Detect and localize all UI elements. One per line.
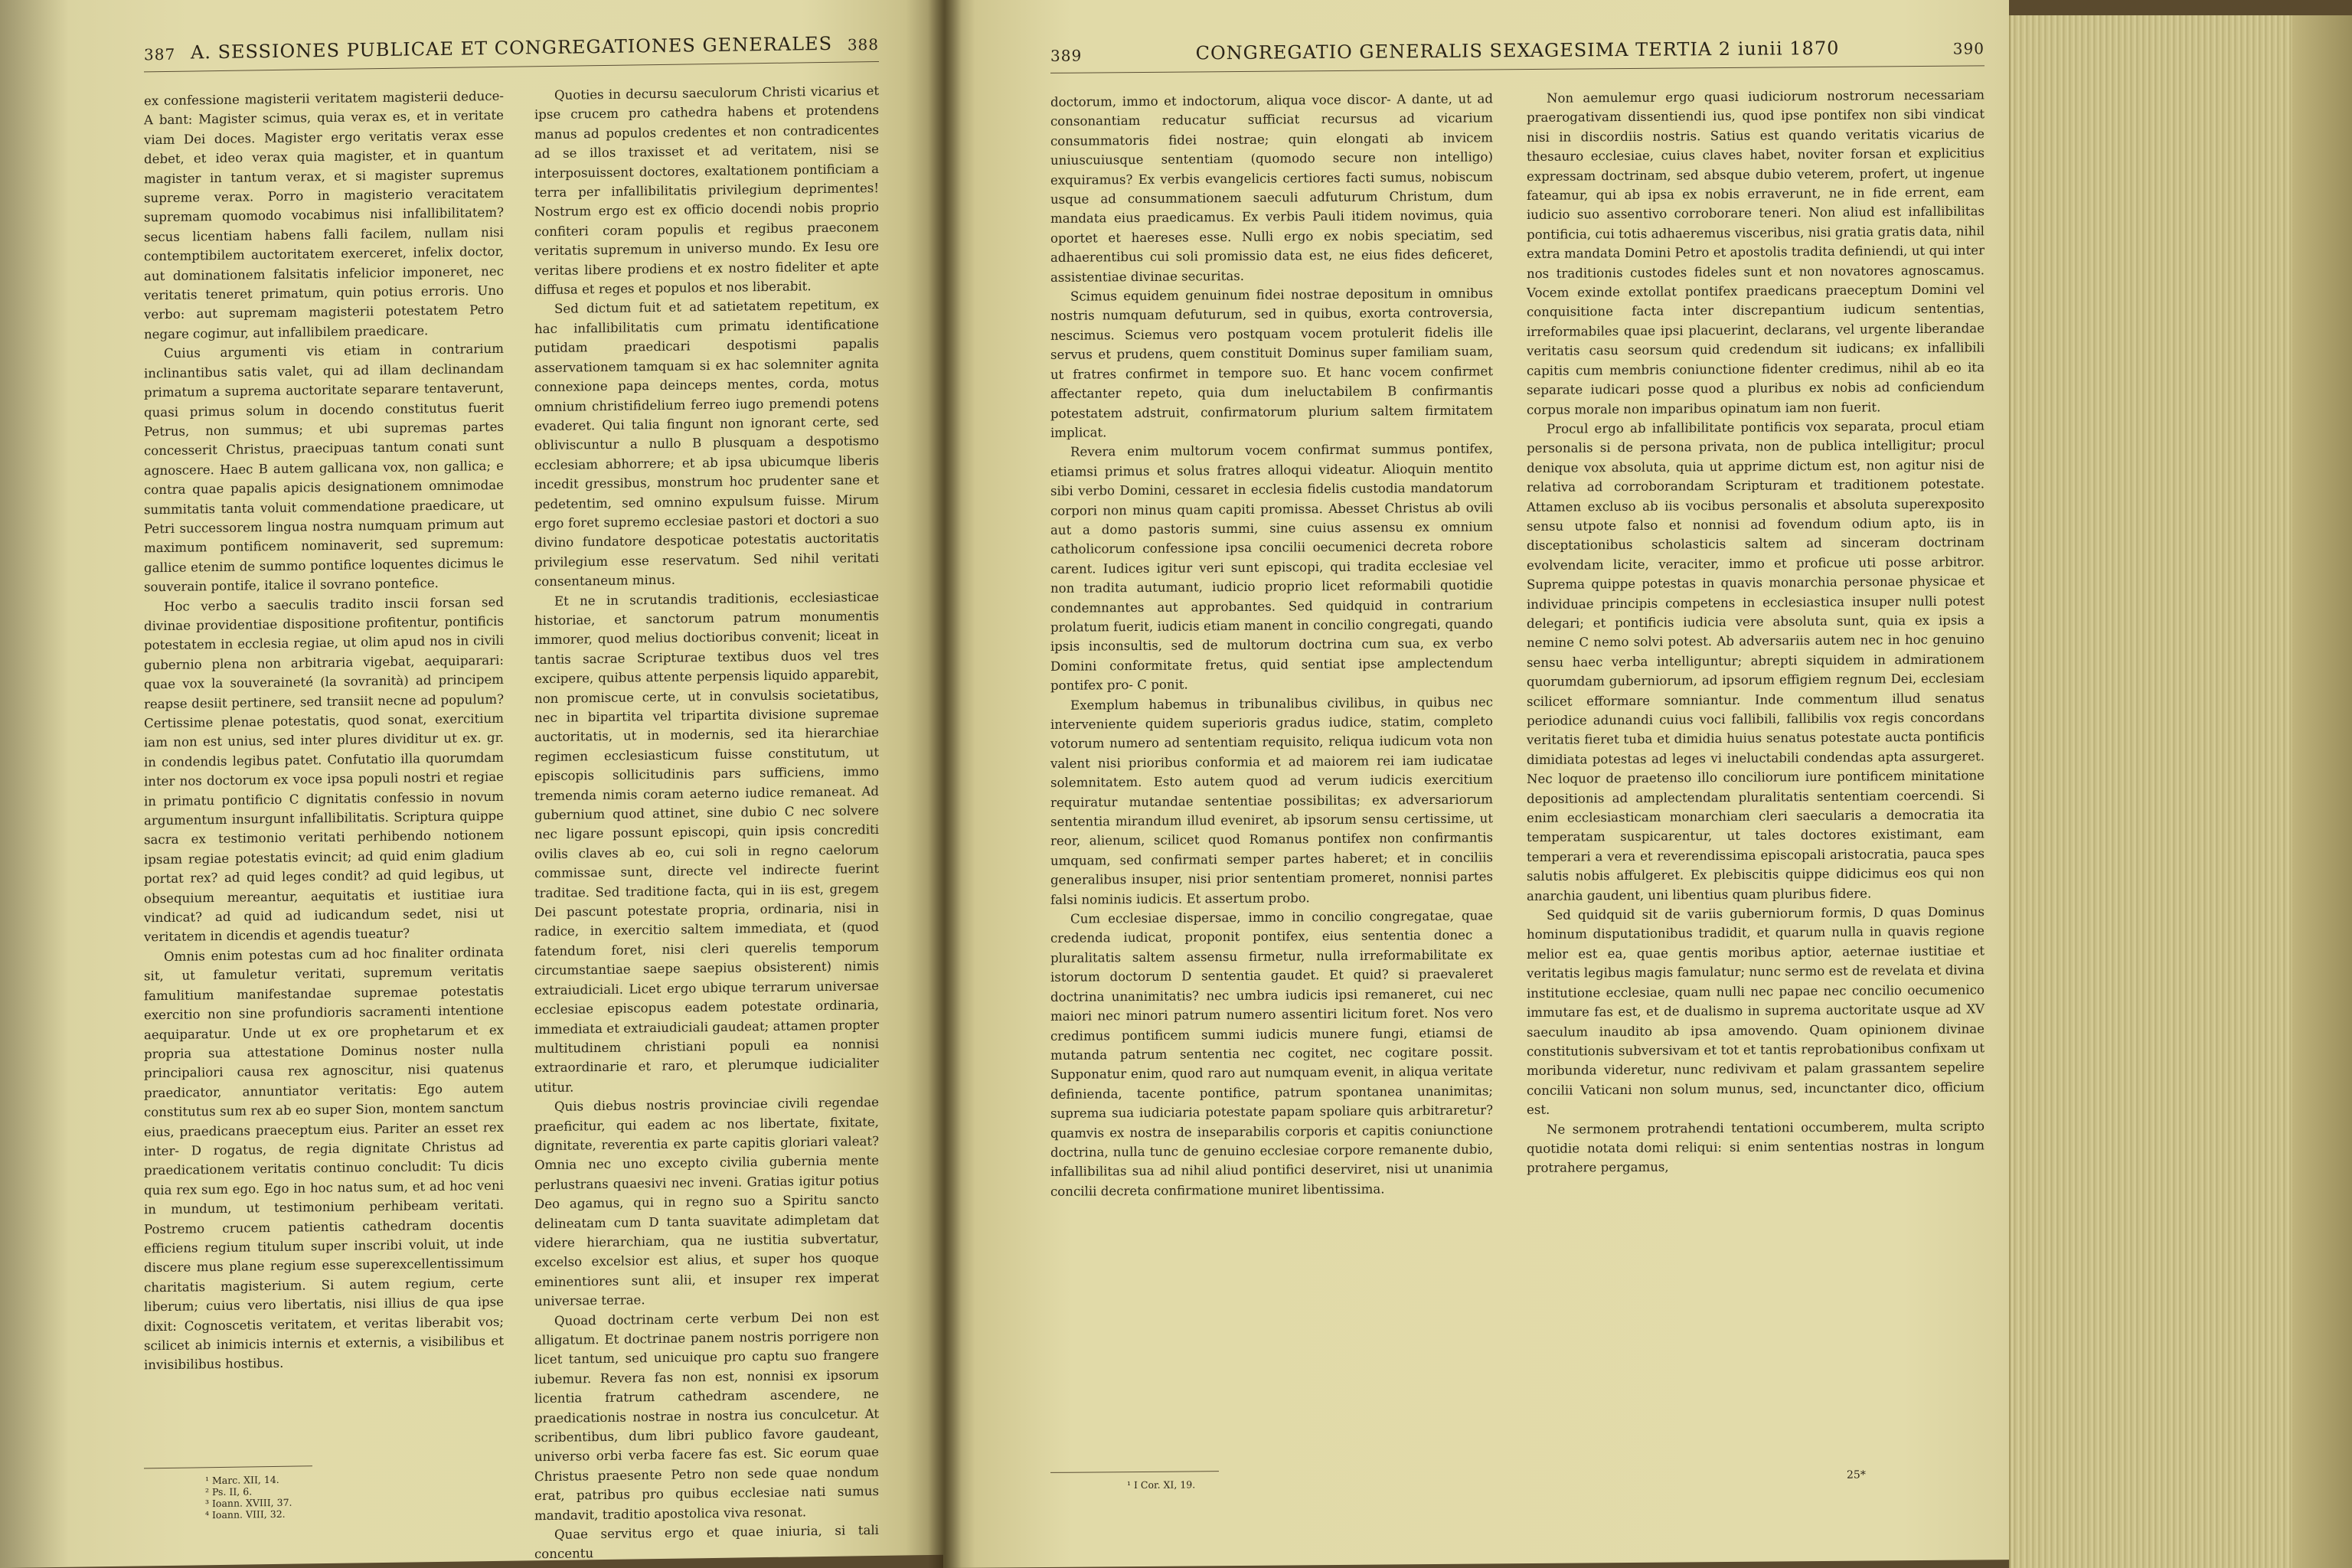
page-number-390: 390 — [1952, 39, 1984, 58]
paragraph: Scimus equidem genuinum fidei nostrae depositum in omnibus nostris numquam defuturum, sed in quibus, exorta controversia, nescimus. Sciemus vero postquam vocem protulerit fidelis ille servus et prudens, quem constituit Dominus super familiam suam, ut fratres confirmet in tempore suo. Et hanc vocem confirmet affectanter repeto, quia dum ineluctabilem B confirmantis potestatem adstruit, confirmatorum plurium saltem firmitatem implicat. — [1050, 286, 1493, 440]
signature-mark: 25* — [1847, 1468, 1866, 1481]
paragraph: Ne sermonem protrahendi tentationi occumberem, multa scripto quotidie notata domi reliqui: si enim sententias nostras in longum protrahere pergamus, — [1527, 1118, 1984, 1176]
footnote: ¹ Marc. XII, 14. — [205, 1473, 279, 1487]
right-column-b — [1527, 85, 1984, 1178]
paragraph: Hoc verbo a saeculis tradito inscii forsan sed divinae providentiae dispositione profitentur, pontificis potestatem in ecclesia regiae, ut olim apud nos in civili gubernio plena non arbitraria vigebat, aequiparari: quae vox la souveraineté (la sovranità) ad principem reapse desiit pertinere, sed transiit necne ad populum? Certissime plenae potestatis, quod sonat, exercitium iam non est unius, sed inter plures dividitur ut ex. gr. in condendis legibus patet. Confutatio illa quorumdam inter nos doctorum ex voce ipsa populi nostri et regiae in primatu pontificio C dignitatis confessio in novum argumentum insurgunt infallibilitatis. Scriptura quippe sacra ex testimonio veritati perhibendo notionem ipsam regiae potestatis evincit; ad quid enim gladium portat rex? ad quid leges condit? ad quid legibus, ut obsequium mereantur, aequitatis et iustitiae iura vindicat? ad quid ad iudicandum sedet, nisi ut veritatem in dicendis et agendis tueatur? — [144, 594, 504, 945]
book-cover-edge — [2292, 15, 2352, 1568]
page-number-387: 387 — [144, 44, 176, 64]
book-gutter — [928, 0, 962, 1568]
paragraph: Exemplum habemus in tribunalibus civilibus, in quibus nec interveniente quidem superioris gradus iudice, statim, completo votorum numero ad sententiam requisito, reliqua iudicum vota non valent nisi prioribus conformia et ad maiorem rei iam iudicatae solemnitatem. Esto autem quod ad verum iudicis exercitium requiratur mutandae sententiae possibilitas; ex adversariorum sententia mirandum illud eveniret, ab ipsorum sensu certissime, ut reor, alienum, scilicet quod Romanus pontifex non confirmantis umquam, sed confirmati semper partes haberet; et in conciliis generalibus insuper, nisi prior sententiam promeret, nonnisi partes falsi nominis iudicis. Et assertum probo. — [1050, 694, 1493, 907]
footnote: ¹ I Cor. XI, 19. — [1127, 1478, 1196, 1491]
paragraph: Quoties in decursu saeculorum Christi vicarius et ipse crucem pro cathedra habens et protendens manus ad populos credentes et non contradicentes ad se illos traxisset et ad veritatem, nisi se interposuissent doctores, exaltationem pontificiam a terra per infallibilitatis privilegium deprimentes! Nostrum ergo est ex officio docendi nobis proprio confiteri coram populis et regibus praeconem veritatis supremum in universo mundo. Ex Iesu ore veritas libere prodiens et ex nostro fideliter et apte diffusa et reges et populos et nos liberabit. — [534, 83, 879, 298]
page-number-388: 388 — [847, 34, 879, 54]
running-title-right: CONGREGATIO GENERALIS SEXAGESIMA TERTIA 2 iunii 1870 — [1195, 37, 1840, 64]
right-column-a — [1050, 89, 1493, 1201]
paragraph: Quis diebus nostris provinciae civili regendae praeficitur, qui eadem ac nos libertate, fixitate, dignitate, reverentia ex parte capitis gloriari valeat? Omnia nec uno excepto civilia gubernia mente perlustrans quaesivi nec inveni. Gratias igitur potius Deo agamus, qui in regno suo a Spiritu sancto delineatam cum D tanta suavitate adimpletam dat videre hierarchiam, qua ne iustitia subvertatur, excelso excelsior est alius, et super hos quoque eminentiores sunt alii, et insuper rex imperat universae terrae. — [534, 1095, 879, 1309]
footnote: ² Ps. II, 6. — [205, 1485, 253, 1498]
footnotes-left — [205, 1472, 435, 1521]
paragraph: Et ne in scrutandis traditionis, ecclesiasticae historiae, et sanctorum patrum monumentis immorer, quod melius doctioribus convenit; liceat in tantis sacrae Scripturae textibus duos vel tres excipere, quibus attente perpensis liquido apparebit, non promiscue certe, ut in convulsis societatibus, nec in bipartita vel tripartita divisione supremae auctoritatis, ut in modernis, sed ita hierarchiae regimen ecclesiasticum fuisse constitutum, ut episcopis sollicitudinis pars sufficiens, immo tremenda nimis coram aeterno iudice remaneat. Ad gubernium quod attinet, sine dubio C nec solvere nec ligare possunt episcopi, quin ipsis concrediti ovilis claves ab eo, cui soli in regno caelorum commissae sunt, directe vel indirecte fuerint traditae. Sed traditione facta, qui in iis est, gregem Dei pascunt potestate propria, ordinaria, nisi in radice, in exercitio saltem immediata, et (quod fatendum foret, nisi cleri querelis temporum circumstantiae saepe saepius obsisterent) nimis extraiudiciali. Licet ergo ubique terrarum universae ecclesiae episcopus eadem potestate ordinaria, immediata et extraiudiciali gaudeat; attamen propter multitudinem christiani populi ea nonnisi extraordinarie et raro, et plerumque iudicialiter utitur. — [534, 589, 879, 1095]
page-edges — [2009, 15, 2352, 1568]
footnote-rule — [1050, 1471, 1219, 1473]
page-number-389: 389 — [1050, 46, 1083, 65]
paragraph: Cum ecclesiae dispersae, immo in concilio congregatae, quae credenda iudicat, proponit pontifex, eius sententia donec a pluralitatis saltem assensu firmetur, nulla irreformabilitate ex istorum doctorum D sententia gaudet. Et quid? si praevaleret doctrina unanimitatis? nec umbra iudicis ipsi remaneret, cui nec maiori nec minori patrum numero assentiri licitum foret. Nos vero credimus pontificem summi iudicis munere fungi, etiamsi de mutanda patrum sententia nec cogitet, nec cogitare possit. Supponatur enim, quod raro aut numquam evenit, in aliqua veritate definienda, tacente pontifice, patrum spontanea unanimitas; suprema sua iudiciaria potestate papam spoliare quis arbitraretur? quamvis ex nostra de inseparabilis corporis et capitis coniunctione doctrina, nulla tunc de genuino ecclesiae corpore remanente dubio, infallibilitas sua ad nihil aliud pontifici deserviret, nisi ut unanimia concilii decreta confirmatione muniret libentissima. — [1050, 908, 1493, 1199]
footnote: ⁴ Ioann. VIII, 32. — [205, 1508, 286, 1521]
running-title-left: A. SESSIONES PUBLICAE ET CONGREGATIONES GENERALES — [190, 32, 833, 64]
paragraph: Revera enim multorum vocem confirmat summus pontifex, etiamsi primus et solus fratres alloqui videatur. Alioquin mentito sibi verbo Domini, cessaret in ecclesia fidelis custodia mandatorum corpori non minus quam capiti promissa. Abesset Christus ab ovili aut a domo pastoris summi, sine cuius assensu ex omnium catholicorum confessione ipsa concilii oecumenici decreta robore carent. Iudices igitur veri sunt episcopi, qui tradita ecclesiae vel non tradita autumant, iudicio proprio licet reformabili quotidie condemnantes aut approbantes. Sed quidquid in contrarium prolatum fuerit, iudicis etiam manent in concilio congregati, quando ipsis inconsultis, sed de multorum doctrina cum sua, ex verbo Domini conformitate fretus, quid sentiat ipse amplectendum pontifex pro- C ponit. — [1050, 441, 1493, 694]
paragraph: ex confessione magisterii veritatem magisterii deduce- A bant: Magister scimus, quia verax es, et in veritate viam Dei doces. Magister ergo veritatis verax esse debet, et ideo verax quia magister, et in quantum magister in tantum verax, et si magister supremus supreme verax. Porro in magisterio veracitatem supremam quomodo vocabimus nisi infallibilitatem? secus licentiam habens falli facilem, nullam nisi contemptibilem auctoritatem exerceret, infelix doctor, aut dominationem falsitatis infelicior imponeret, nec veritatis teneret primatum, quin potius erroris. Uno verbo: aut supremam magisterii potestatem Petro negare cogimur, aut infallibilem praedicare. — [144, 88, 504, 342]
paragraph: Quoad doctrinam certe verbum Dei non est alligatum. Et doctrinae panem nostris porrigere non licet tantum, sed unicuique pro captu suo frangere iubemur. Revera fas non est, nonnisi ex ipsorum licentia fratrum cathedram ascendere, ne praedicationis nostrae in nostra ius conculcetur. At scribentibus, dum libri publico favore gaudeant, universo orbi verba facere fas est. Sic eorum quae Christus praesente Petro non sede quae nondum erat, patribus pro quibus ecclesiae nati sumus mandavit, traditio apostolica viva resonat. — [534, 1308, 879, 1523]
paragraph: Omnis enim potestas cum ad hoc finaliter ordinata sit, ut famuletur veritati, supremum veritatis famulitium manifestandae supremae potestatis exercitio non sine profundioris sacramenti intentione aequiparatur. Unde ut ex ore prophetarum et ex propria sua attestatione Dominus noster nulla principaliori causa rex agnoscitur, nisi quatenus praedicator, annuntiator veritatis: Ego autem constitutus sum rex ab eo super Sion, montem sanctum eius, praedicans praeceptum eius. Pariter an esset rex inter- D rogatus, de regia dignitate Christus ad praedicationem veritatis continuo concludit: Tu dicis quia rex sum ego. Ego in hoc natus sum, et ad hoc veni in mundum, ut testimonium perhibeam veritati. Postremo crucem patientis cathedram docentis efficiens regium titulum super inscribi voluit, ut inde discere mus plane regium esse superexcellentissimum charitatis magisterium. Si autem regium, certe liberum; cuius vero libertatis, nisi illius de qua ipse dixit: Cognoscetis veritatem, et veritas liberabit vos; scilicet ab inimicis internis et externis, a visibilibus et invisibilibus hostibus. — [144, 944, 504, 1373]
paragraph: Sed quidquid sit de variis guberniorum formis, D quas Dominus hominum disputationibus tradidit, et quarum nulla in quavis regione melior est ea, quae gentis moribus aptior, aeternae iustitiae et veritatis legibus magis famulatur; nunc sermo est de revelata et divina institutione ecclesiae, quam nulli nec papae nec concilio oecumenico immutare fas est, et de dualismo in suprema auctoritate usque ad XV saeculum inaudito ab ipsa amovendo. Quam opinionem divinae constitutionis subversivam et tot et tantis reprobationibus confixam ut moribunda videretur, nunc redivivam et palam grassantem sepelire concilii Vaticani non solum munus, sed, incunctanter dico, officium est. — [1527, 904, 1984, 1118]
paragraph: doctorum, immo et indoctorum, aliqua voce discor- A dante, ut ad consonantiam reducatur sufficiat recursus ad vicarium consummatoris fidei nostrae; quin elongati ab invicem uniuscuiusque sententiam (quomodo secure non intelligo) exquiramus? Ex verbis evangelicis certiores facti sumus, nobiscum usque ad consummationem saeculi adfuturum Christum, dum mandata eius praedicamus. Ex verbis Pauli itidem novimus, quia oportet et haereses esse. Nulli ergo ex nobis speciatim, sed adhaerentibus cui soli promissio data est, ne eius fides deficeret, assistentiae divinae securitas. — [1050, 91, 1493, 285]
footnotes-right — [1127, 1478, 1357, 1491]
paragraph: Cuius argumenti vis etiam in contrarium inclinantibus satis valet, qui ad illam declinandam primatum a suprema auctoritate separare tentaverunt, quasi primus solum in docendo constitutus fuerit Petrus, non summus; et ubi supremas partes concesserit Christus, praecipuas tantum conati sunt agnoscere. Haec B autem gallicana vox, non gallica; e contra quae papalis apicis designationem omnimodae summitatis tanta voluit commendatione praedicare, ut Petri successorem lingua nostra numquam primum aut maximum pontificem nominaverit, sed supremum: gallice etenim de summo pontifice loquentes dicimus le souverain pontife, italice il sovrano pontefice. — [144, 341, 504, 595]
right-page — [943, 0, 2009, 1568]
left-column-b — [534, 81, 879, 1564]
paragraph: Quae servitus ergo et quae iniuria, si tali concentu — [534, 1523, 879, 1562]
page-shadow — [0, 0, 69, 1568]
paragraph: Sed dictum fuit et ad satietatem repetitum, ex hac infallibilitatis cum primatu identificatione putidam praedicari despotismi papalis asservationem tamquam si ex hac solemniter agnita connexione papa deinceps mentes, corda, motus omnium christifidelium ferreo iugo premendi potens evaderet. Qui talia fingunt non ignorant certe, sed obliviscuntur a nullo B plusquam a despotismo ecclesiam abhorrere; et ab ipsa ubicumque liberis incedit gressibus, monstrum hoc prudenter sane et pedetentim, sed omnino expulsum fuisse. Mirum ergo foret supremo ecclesiae pastori et doctori a suo divino fundatore despoticae potestatis auctoritatis privilegium esse reservatum. Sed nihil veritati consentaneum minus. — [534, 297, 879, 590]
paragraph: Non aemulemur ergo quasi iudiciorum nostrorum necessariam praerogativam dissentiendi ius, quod ipse pontifex non sibi vindicat nisi in discordiis nostris. Satius est quando veritatis vicarius de thesauro ecclesiae, cuius claves habet, noviter forsan et explicitius expressam doctrinam, sed absque dubio veterem, profert, ut ingenue fateamur, qui ab ipsa ex nobis erraverunt, ne in fide errent, eam iudicio suo assentivo corroborare teneri. Non aliud est infallibilitas pontificia, cui totis adhaeremus visceribus, nisi gratia gratis data, nihil extra mandata Domini Petro et apostolis tradita definiendi, ut qui inter nos traditionis custodes fideles sunt et non novatores agnoscamus. Vocem exinde extollat pontifex praedicans praeceptum Domini vel conquisitione facta inter discrepantium iudicum sententias, irreformabiles quae ipsi placuerint, declarans, vel urgente liberandae veritatis casu seorsum quid credendum sit iudicans; ex infallibili capitis cum membris coniunctione fidenter credimus, nihil ab eo ita separate iudicari posse quod a pluribus ex nobis ad conficiendum corpus morale non imparibus opinatum iam non fuerit. — [1527, 87, 1984, 417]
running-header-right — [1050, 27, 1984, 65]
left-page — [0, 0, 943, 1568]
footnote: ³ Ioann. XVIII, 37. — [205, 1496, 292, 1510]
header-rule — [144, 61, 879, 72]
running-header-left — [144, 23, 879, 64]
footnote-rule — [144, 1465, 312, 1468]
paragraph: Procul ergo ab infallibilitate pontificis vox separata, procul etiam personalis si de persona privata, non de publica intelligitur; procul denique vox absoluta, quia ut apprime dictum est, non agitur nisi de relativa ad corroborandam Scripturam et traditionem potestate. Attamen excluso ab iis vocibus personalis et absoluta superexposito sensu utpote falso et nonnisi ad fovendum odium apto, iis in disceptationibus scholasticis saltem ad sinceram doctrinam evolvendam licite, veraciter, immo et proficue uti posse arbitror. Suprema quippe potestas in quavis monarchia personae physicae et individuae principis competens in ecclesiastica insuper nulli potest delegari; et pontificis iudicia vere absoluta sunt, quia ex ipsis a nemine C nemo solvi potest. Ab adversariis autem nec in hoc genuino sensu haec verba intelliguntur; abrepti siquidem in admirationem quorumdam guberniorum, ad ipsorum effigiem regnum Dei, ecclesiam scilicet efformare somniantur. Inde commentum illud senatus periodice adunandi cuius voci fallibili, fallibilis vox regis concordans veritatis fieret tuba et dimidia huius senatus potestate aucta pontificis dimidiata potestas ad leges vi ineluctabili condendas apta assurgeret. Nec loquor de praetenso illo conciliorum iure pontificem minitatione depositionis ad amplectendam pluralitatis sententiam coercendi. Si enim ecclesiasticam monarchiam cleri saecularis a democratia ita temperatam suspicarentur, ut tales doctores existimant, eam temperari a vera et reverendissima episcopali aristocratia, pauca spes salutis nobis affulgeret. Ex plebiscitis quippe didicimus eos qui non anarchia gaudent, uni libentius quam pluribus fidere. — [1527, 418, 1984, 903]
header-rule — [1050, 65, 1984, 74]
left-column-a — [144, 87, 504, 1375]
